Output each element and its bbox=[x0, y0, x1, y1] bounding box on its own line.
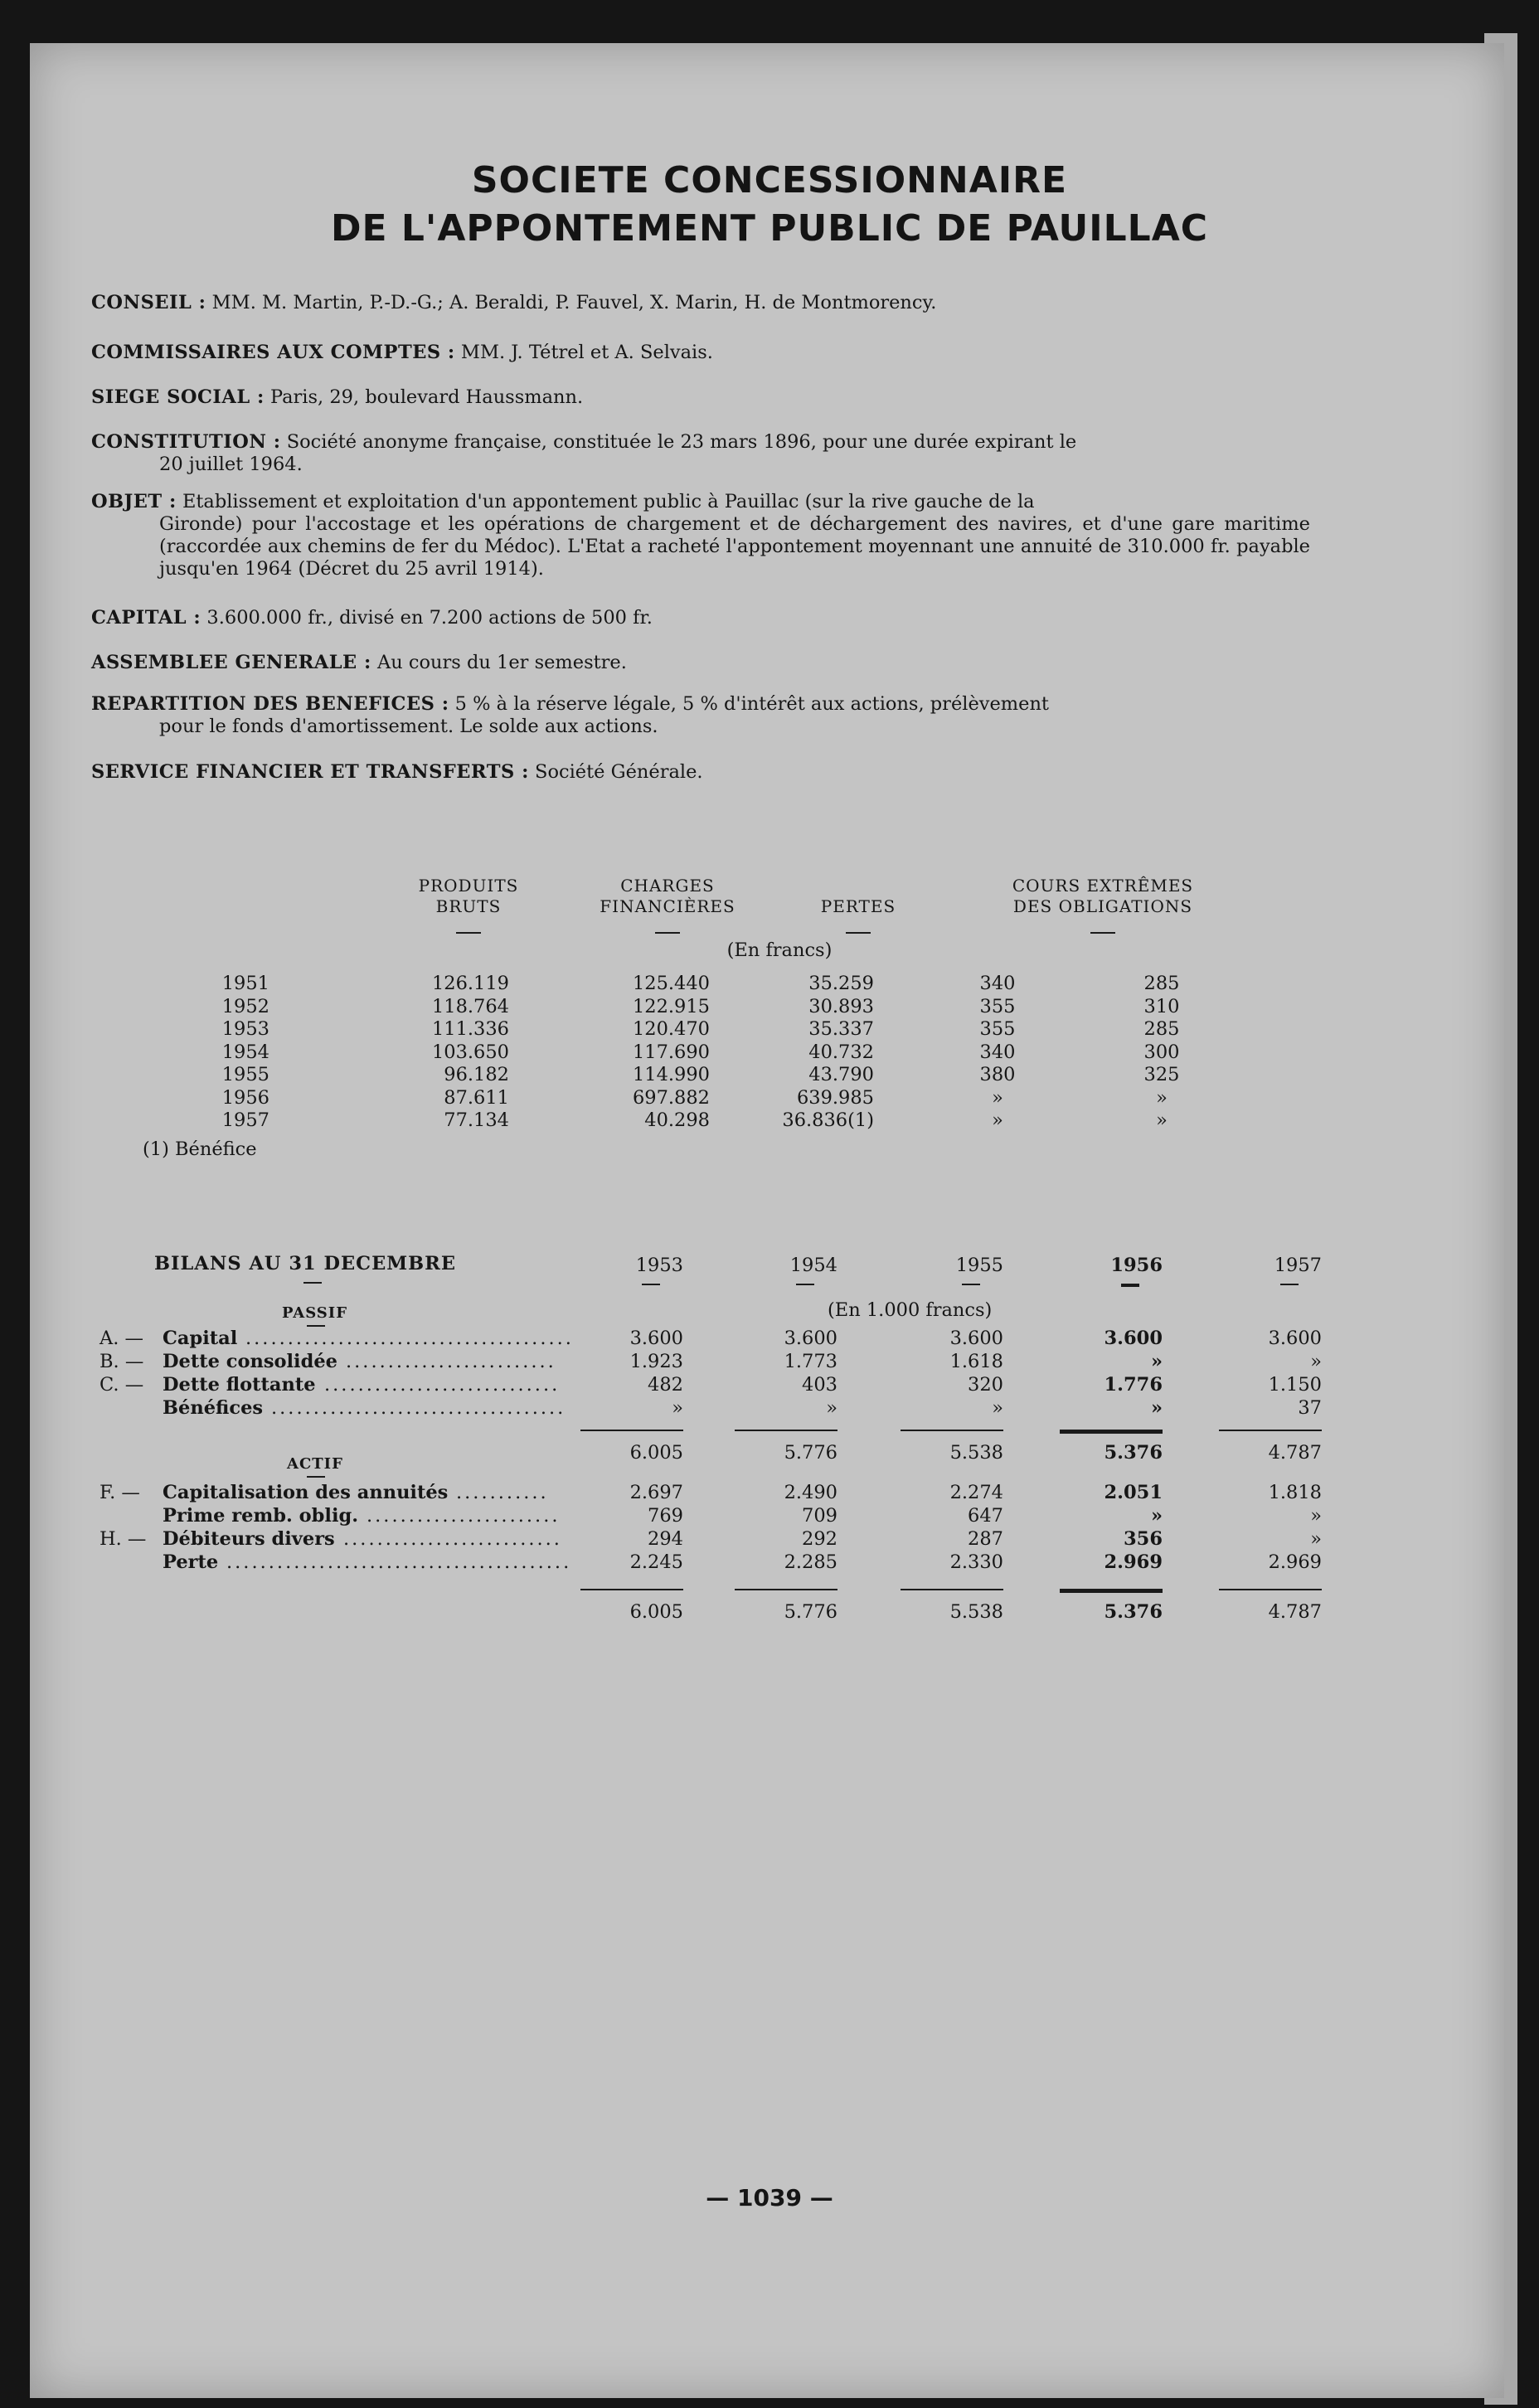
results-cell-hi: 340 bbox=[979, 1041, 1016, 1063]
bilans-cell: 3.600 bbox=[1104, 1328, 1163, 1349]
bilans-cell: 2.697 bbox=[629, 1482, 683, 1503]
info-text-continuation: 20 juillet 1964. bbox=[159, 454, 303, 475]
info-label: REPARTITION DES BENEFICES : bbox=[91, 693, 449, 715]
bilans-row-label: Bénéfices bbox=[163, 1397, 264, 1419]
results-cell-produits: 96.182 bbox=[444, 1064, 509, 1085]
info-label: CONSEIL : bbox=[91, 292, 206, 313]
total-rule bbox=[735, 1430, 837, 1431]
bilans-cell: 37 bbox=[1298, 1397, 1322, 1419]
results-cell-year: 1951 bbox=[221, 973, 269, 994]
results-cell-lo: 285 bbox=[1143, 973, 1180, 994]
info-text: Etablissement et exploitation d'un appontement public à Pauillac (sur la rive gauche de la bbox=[182, 491, 1035, 512]
info-commissaires bbox=[91, 342, 1310, 364]
bilans-row-label: Débiteurs divers bbox=[163, 1528, 335, 1550]
total-rule bbox=[580, 1589, 683, 1590]
bilans-cell: 1.818 bbox=[1268, 1482, 1322, 1503]
header-dash bbox=[303, 1282, 322, 1284]
info-label: CONSTITUTION : bbox=[91, 431, 281, 453]
results-cell-produits: 87.611 bbox=[444, 1086, 509, 1109]
leader-dots: ................................... bbox=[271, 1397, 566, 1419]
header-line: BRUTS bbox=[435, 896, 502, 916]
header-dash bbox=[642, 1284, 660, 1285]
header-dash bbox=[846, 932, 871, 934]
info-text: 3.600.000 fr., divisé en 7.200 actions de 500 fr. bbox=[206, 607, 653, 629]
results-cell-produits: 111.336 bbox=[431, 1018, 509, 1040]
results-cell-produits: 103.650 bbox=[431, 1041, 509, 1063]
results-cell-lo: 325 bbox=[1143, 1064, 1180, 1085]
page-title-line-1: SOCIETE CONCESSIONNAIRE bbox=[471, 159, 1068, 201]
info-capital bbox=[91, 607, 1310, 629]
bilans-cell: 2.330 bbox=[949, 1551, 1003, 1573]
bilans-cell: 709 bbox=[802, 1505, 837, 1527]
bilans-cell: 2.490 bbox=[784, 1482, 837, 1503]
bilans-cell: 320 bbox=[968, 1374, 1003, 1396]
header-dash bbox=[655, 932, 680, 934]
bilans-total-cell: 5.776 bbox=[784, 1442, 837, 1464]
bilans-row-label: Capital bbox=[163, 1328, 238, 1349]
header-line: COURS EXTRÊMES bbox=[1012, 876, 1194, 896]
results-cell-hi: » bbox=[992, 1086, 1003, 1109]
bilans-total-cell: 5.538 bbox=[949, 1442, 1003, 1464]
results-cell-produits: 126.119 bbox=[431, 973, 509, 994]
bilans-cell: 1.776 bbox=[1104, 1374, 1163, 1396]
bilans-cell: 403 bbox=[802, 1374, 837, 1396]
results-cell-year: 1954 bbox=[221, 1041, 269, 1063]
bilans-cell: » bbox=[1310, 1528, 1322, 1550]
info-text: Société Générale. bbox=[535, 761, 703, 783]
passif-label: PASSIF bbox=[282, 1304, 347, 1322]
info-siege bbox=[91, 386, 1310, 409]
bilans-cell: » bbox=[1310, 1505, 1322, 1527]
actif-label: ACTIF bbox=[287, 1455, 343, 1473]
results-cell-charges: 114.990 bbox=[632, 1064, 710, 1085]
header-dash bbox=[1090, 932, 1115, 934]
results-cell-hi: 380 bbox=[979, 1064, 1016, 1085]
header-line: CHARGES bbox=[620, 876, 715, 896]
bilans-cell: 287 bbox=[968, 1528, 1003, 1550]
bilans-year: 1954 bbox=[789, 1255, 837, 1276]
info-label: ASSEMBLEE GENERALE : bbox=[91, 652, 371, 673]
bilans-unit: (En 1.000 francs) bbox=[828, 1299, 993, 1321]
results-cell-pertes: 43.790 bbox=[808, 1064, 874, 1085]
info-conseil bbox=[91, 292, 1310, 314]
results-cell-year: 1957 bbox=[221, 1109, 269, 1131]
info-constitution bbox=[91, 431, 1310, 476]
bilans-cell: » bbox=[1150, 1505, 1163, 1527]
header-dash bbox=[1280, 1284, 1299, 1285]
total-rule bbox=[580, 1430, 683, 1431]
bilans-cell: 2.245 bbox=[629, 1551, 683, 1573]
leader-dots: ......................................... bbox=[226, 1551, 572, 1573]
leader-dots: ......................... bbox=[346, 1351, 556, 1372]
results-cell-charges: 697.882 bbox=[632, 1086, 710, 1109]
results-cell-charges: 125.440 bbox=[632, 973, 710, 994]
bilans-cell: 292 bbox=[802, 1528, 837, 1550]
results-cell-lo: 300 bbox=[1143, 1041, 1180, 1063]
header-charges-financieres bbox=[580, 876, 755, 917]
leader-dots: ........... bbox=[456, 1482, 549, 1503]
leader-dots: ............................ bbox=[324, 1374, 561, 1396]
results-cell-lo: 285 bbox=[1143, 1018, 1180, 1040]
bilans-total-cell: 5.376 bbox=[1104, 1442, 1163, 1464]
info-label: SIEGE SOCIAL : bbox=[91, 386, 265, 408]
bilans-cell: 2.969 bbox=[1104, 1551, 1163, 1573]
bilans-cell: 3.600 bbox=[949, 1328, 1003, 1349]
info-text: Au cours du 1er semestre. bbox=[377, 652, 627, 673]
results-cell-lo: 310 bbox=[1143, 995, 1180, 1017]
info-label: COMMISSAIRES AUX COMPTES : bbox=[91, 342, 455, 363]
bilans-cell: 1.150 bbox=[1268, 1374, 1322, 1396]
bilans-row-label: Capitalisation des annuités bbox=[163, 1482, 449, 1503]
bilans-row-prefix: C. — bbox=[100, 1374, 144, 1396]
bilans-cell: 769 bbox=[648, 1505, 683, 1527]
header-line: FINANCIÈRES bbox=[600, 896, 736, 916]
info-repartition bbox=[91, 693, 1310, 738]
results-cell-produits: 77.134 bbox=[444, 1109, 509, 1131]
total-rule bbox=[1219, 1430, 1322, 1431]
bilans-cell: » bbox=[826, 1397, 837, 1419]
bilans-cell: 1.773 bbox=[784, 1351, 837, 1372]
info-text: 5 % à la réserve légale, 5 % d'intérêt aux actions, prélèvement bbox=[454, 693, 1049, 715]
results-cell-pertes: 35.259 bbox=[808, 973, 874, 994]
leader-dots: ....................................... bbox=[245, 1328, 574, 1349]
header-line: PERTES bbox=[820, 896, 896, 916]
bilans-row-label: Dette flottante bbox=[163, 1374, 316, 1396]
page-number: — 1039 — bbox=[706, 2184, 833, 2211]
results-cell-pertes: 30.893 bbox=[808, 995, 874, 1017]
header-line: PRODUITS bbox=[418, 876, 519, 896]
bilans-title: BILANS AU 31 DECEMBRE bbox=[154, 1253, 457, 1274]
bilans-cell: » bbox=[1150, 1397, 1163, 1419]
page-title-line-2: DE L'APPONTEMENT PUBLIC DE PAUILLAC bbox=[330, 207, 1209, 250]
info-text: Société anonyme française, constituée le 23 mars 1896, pour une durée expirant le bbox=[286, 431, 1077, 453]
results-cell-pertes: 40.732 bbox=[808, 1041, 874, 1063]
bilans-total-cell: 5.776 bbox=[784, 1601, 837, 1623]
bilans-cell: 294 bbox=[648, 1528, 683, 1550]
header-dash bbox=[456, 932, 481, 934]
bilans-row-label: Prime remb. oblig. bbox=[163, 1505, 359, 1527]
results-cell-pertes: 36.836(1) bbox=[782, 1109, 874, 1131]
results-cell-hi: 340 bbox=[979, 973, 1016, 994]
bilans-cell: » bbox=[1150, 1351, 1163, 1372]
results-cell-lo: » bbox=[1156, 1086, 1168, 1109]
header-dash bbox=[307, 1476, 325, 1478]
info-label: CAPITAL : bbox=[91, 607, 201, 629]
results-cell-pertes: 35.337 bbox=[808, 1018, 874, 1040]
bilans-cell: 3.600 bbox=[629, 1328, 683, 1349]
results-footnote: (1) Bénéfice bbox=[143, 1138, 257, 1160]
info-text-continuation: Gironde) pour l'accostage et les opérations de chargement et de déchargement des navires, et d'une gare maritime (raccordée aux chemins de fer du Médoc). L'Etat a racheté l'appontement moyennant une annuité de 310.000 fr. payable jusqu'en 1964 (Décret du 25 avril 1914). bbox=[159, 513, 1310, 580]
bilans-cell: 482 bbox=[648, 1374, 683, 1396]
info-text: Paris, 29, boulevard Haussmann. bbox=[269, 386, 584, 408]
results-cell-hi: 355 bbox=[979, 1018, 1016, 1040]
bilans-cell: 3.600 bbox=[784, 1328, 837, 1349]
header-dash bbox=[796, 1284, 814, 1285]
total-rule bbox=[1060, 1430, 1163, 1434]
total-rule bbox=[735, 1589, 837, 1590]
bilans-year: 1953 bbox=[635, 1255, 683, 1276]
bilans-cell: 2.274 bbox=[949, 1482, 1003, 1503]
bilans-cell: » bbox=[672, 1397, 683, 1419]
bilans-cell: 1.923 bbox=[629, 1351, 683, 1372]
results-cell-charges: 117.690 bbox=[632, 1041, 710, 1063]
results-cell-produits: 118.764 bbox=[431, 995, 509, 1017]
bilans-row-prefix: H. — bbox=[100, 1528, 147, 1550]
results-cell-year: 1955 bbox=[221, 1064, 269, 1085]
results-cell-year: 1956 bbox=[221, 1086, 269, 1109]
results-cell-charges: 122.915 bbox=[632, 995, 710, 1017]
info-assemblee bbox=[91, 652, 1310, 674]
bilans-row-label: Dette consolidée bbox=[163, 1351, 337, 1372]
bilans-cell: » bbox=[1310, 1351, 1322, 1372]
bilans-total-cell: 4.787 bbox=[1268, 1601, 1322, 1623]
header-dash bbox=[962, 1284, 980, 1285]
results-cell-pertes: 639.985 bbox=[796, 1086, 874, 1109]
bilans-year: 1956 bbox=[1110, 1255, 1163, 1276]
total-rule bbox=[901, 1430, 1003, 1431]
results-unit: (En francs) bbox=[726, 939, 833, 961]
leader-dots: ....................... bbox=[367, 1505, 561, 1527]
bilans-total-cell: 5.538 bbox=[949, 1601, 1003, 1623]
total-rule bbox=[1060, 1589, 1163, 1593]
header-line: DES OBLIGATIONS bbox=[1012, 896, 1193, 916]
bilans-row-label: Perte bbox=[163, 1551, 219, 1573]
header-cours-extremes bbox=[978, 876, 1227, 917]
bilans-cell: 1.618 bbox=[949, 1351, 1003, 1372]
info-text: MM. M. Martin, P.-D.-G.; A. Beraldi, P. Fauvel, X. Marin, H. de Montmorency. bbox=[211, 292, 937, 313]
results-cell-lo: » bbox=[1156, 1109, 1168, 1131]
bilans-row-prefix: A. — bbox=[100, 1328, 144, 1349]
bilans-total-cell: 6.005 bbox=[629, 1442, 683, 1464]
bilans-year: 1955 bbox=[955, 1255, 1003, 1276]
info-service-financier bbox=[91, 761, 1310, 784]
bilans-cell: 356 bbox=[1124, 1528, 1163, 1550]
total-rule bbox=[901, 1589, 1003, 1590]
bilans-cell: 2.969 bbox=[1268, 1551, 1322, 1573]
bilans-cell: 3.600 bbox=[1268, 1328, 1322, 1349]
info-label: OBJET : bbox=[91, 491, 177, 512]
results-cell-year: 1952 bbox=[221, 995, 269, 1017]
bilans-cell: 2.285 bbox=[784, 1551, 837, 1573]
results-cell-hi: » bbox=[992, 1109, 1003, 1131]
total-rule bbox=[1219, 1589, 1322, 1590]
bilans-cell: 647 bbox=[968, 1505, 1003, 1527]
bilans-year: 1957 bbox=[1274, 1255, 1322, 1276]
header-dash bbox=[1121, 1284, 1139, 1287]
results-cell-year: 1953 bbox=[221, 1018, 269, 1040]
results-cell-charges: 120.470 bbox=[632, 1018, 710, 1040]
results-cell-charges: 40.298 bbox=[644, 1109, 710, 1131]
leader-dots: .......................... bbox=[343, 1528, 562, 1550]
bilans-total-cell: 4.787 bbox=[1268, 1442, 1322, 1464]
info-text-continuation: pour le fonds d'amortissement. Le solde aux actions. bbox=[159, 716, 658, 737]
bilans-cell: 2.051 bbox=[1104, 1482, 1163, 1503]
bilans-total-cell: 6.005 bbox=[629, 1601, 683, 1623]
bilans-total-cell: 5.376 bbox=[1104, 1601, 1163, 1623]
info-text: MM. J. Tétrel et A. Selvais. bbox=[460, 342, 713, 363]
results-cell-hi: 355 bbox=[979, 995, 1016, 1017]
bilans-cell: » bbox=[992, 1397, 1003, 1419]
header-produits-bruts bbox=[390, 876, 547, 917]
info-label: SERVICE FINANCIER ET TRANSFERTS : bbox=[91, 761, 529, 783]
header-pertes bbox=[796, 896, 920, 917]
info-objet bbox=[91, 491, 1310, 580]
bilans-row-prefix: B. — bbox=[100, 1351, 144, 1372]
bilans-row-prefix: F. — bbox=[100, 1482, 140, 1503]
